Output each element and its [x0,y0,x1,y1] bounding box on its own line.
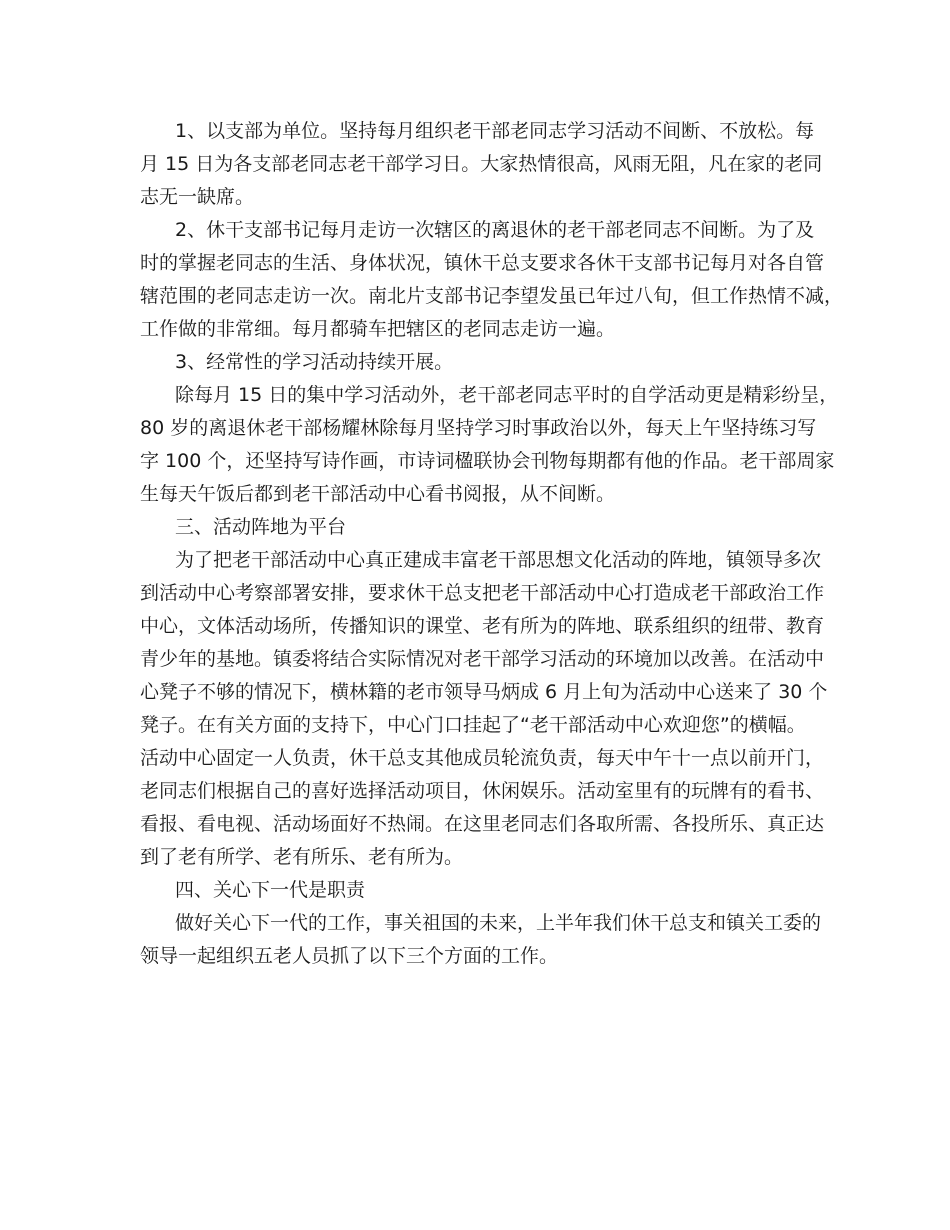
paragraph-1-line-2: 月 15 日为各支部老同志老干部学习日。大家热情很高，风雨无阻，凡在家的老同 [140,153,823,175]
paragraph-5-line-5: 心凳子不够的情况下，横林籍的老市领导马炳成 6 月上旬为活动中心送来了 30 个 [140,681,828,703]
paragraph-1-line-1: 1、以支部为单位。坚持每月组织老干部老同志学习活动不间断、不放松。每 [175,120,815,142]
paragraph-5-line-6: 凳子。在有关方面的支持下，中心门口挂起了“老干部活动中心欢迎您”的横幅。 [140,714,806,736]
paragraph-5-line-2: 到活动中心考察部署安排，要求休干总支把老干部活动中心打造成老干部政治工作 [140,582,825,604]
paragraph-2-line-2: 时的掌握老同志的生活、身体状况，镇休干总支要求各休干支部书记每月对各自管 [140,252,825,274]
paragraph-3-heading: 3、经常性的学习活动持续开展。 [175,351,454,373]
paragraph-5-line-3: 中心，文体活动场所，传播知识的课堂、老有所为的阵地、联系组织的纽带、教育 [140,615,825,637]
paragraph-5-line-9: 看报、看电视、活动场面好不热闹。在这里老同志们各取所需、各投所乐、真正达 [140,813,825,835]
paragraph-6-line-1: 做好关心下一代的工作，事关祖国的未来，上半年我们休干总支和镇关工委的 [175,912,822,934]
section-four-heading: 四、关心下一代是职责 [175,879,366,901]
paragraph-5-line-8: 老同志们根据自己的喜好选择活动项目，休闲娱乐。活动室里有的玩牌有的看书、 [140,780,825,802]
paragraph-5-line-1: 为了把老干部活动中心真正建成丰富老干部思想文化活动的阵地，镇领导多次 [175,549,822,571]
paragraph-6-line-2: 领导一起组织五老人员抓了以下三个方面的工作。 [140,945,559,967]
paragraph-5-line-7: 活动中心固定一人负责，休干总支其他成员轮流负责，每天中午十一点以前开门， [140,747,825,769]
paragraph-2-line-3: 辖范围的老同志走访一次。南北片支部书记李望发虽已年过八旬，但工作热情不减， [140,285,844,307]
paragraph-4-line-3: 字 100 个，还坚持写诗作画，市诗词楹联协会刊物每期都有他的作品。老干部周家 [140,450,835,472]
paragraph-4-line-1: 除每月 15 日的集中学习活动外，老干部老同志平时的自学活动更是精彩纷呈， [175,384,839,406]
paragraph-1-line-3: 志无一缺席。 [140,186,255,208]
paragraph-2-line-1: 2、休干支部书记每月走访一次辖区的离退休的老干部老同志不间断。为了及 [175,219,815,241]
section-three-heading: 三、活动阵地为平台 [175,516,347,538]
paragraph-5-line-4: 青少年的基地。镇委将结合实际情况对老干部学习活动的环境加以改善。在活动中 [140,648,825,670]
paragraph-5-line-10: 到了老有所学、老有所乐、老有所为。 [140,846,464,868]
paragraph-2-line-4: 工作做的非常细。每月都骑车把辖区的老同志走访一遍。 [140,318,616,340]
paragraph-4-line-2: 80 岁的离退休老干部杨耀林除每月坚持学习时事政治以外，每天上午坚持练习写 [140,417,817,439]
paragraph-4-line-4: 生每天午饭后都到老干部活动中心看书阅报，从不间断。 [140,483,616,505]
